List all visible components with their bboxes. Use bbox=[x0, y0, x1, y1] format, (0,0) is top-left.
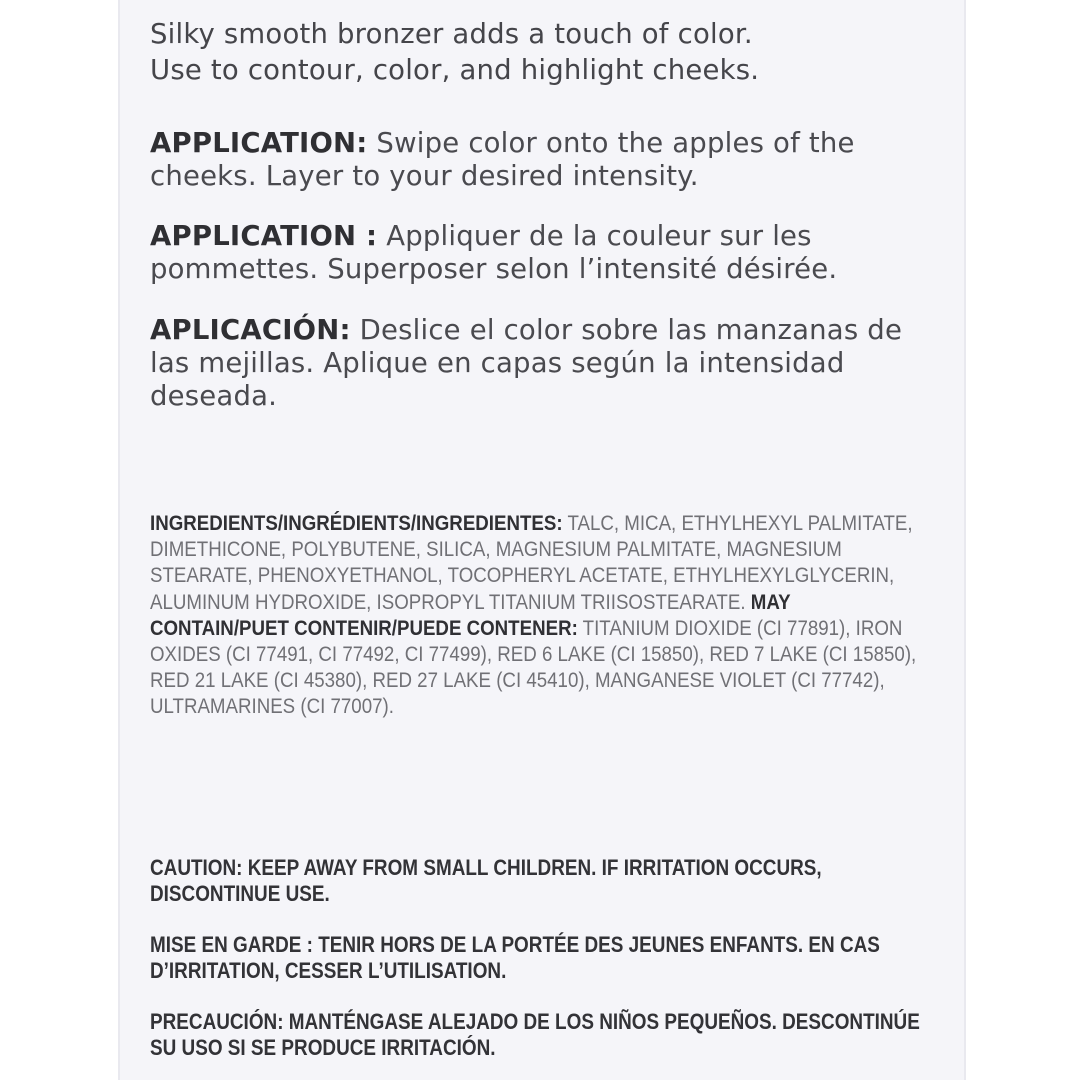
caution-french: MISE EN GARDE : TENIR HORS DE LA PORTÉE DES JEUNES ENFANTS. EN CAS D’IRRITATION, CESSER L’UTILISATION. bbox=[150, 932, 880, 983]
application-french-text: Appliquer de la couleur sur les pommettes. Superposer selon l’intensité désirée. bbox=[150, 220, 838, 285]
may-contain-list: TITANIUM DIOXIDE (CI 77891), IRON OXIDES (CI 77491, CI 77492, CI 77499), RED 6 LAKE (CI 15850), RED 7 LAKE (CI 15850), RED 21 LAKE (CI 45380), RED 27 LAKE (CI 45410), MANGANESE VIOLET (CI 77742), ULTRAMARINES (CI 77007). bbox=[150, 615, 917, 719]
ingredients-list: TALC, MICA, ETHYLHEXYL PALMITATE, DIMETHICONE, POLYBUTENE, SILICA, MAGNESIUM PALMITATE, MAGNESIUM STEARATE, PHENOXYETHANOL, TOCOPHERYL ACETATE, ETHYLHEXYLGLYCERIN, ALUMINUM HYDROXIDE, ISOPROPYL TITANIUM TRIISOSTEARATE. bbox=[150, 511, 913, 614]
application-english bbox=[150, 127, 940, 193]
caution-spanish: PRECAUCIÓN: MANTÉNGASE ALEJADO DE LOS NIÑOS PEQUEÑOS. DESCONTINÚE SU USO SI SE PRODUCE IRRITACIÓN. bbox=[150, 1009, 920, 1060]
application-french-label: APPLICATION : bbox=[150, 220, 378, 252]
cautions-block bbox=[150, 855, 941, 1080]
description-block bbox=[150, 16, 940, 413]
application-english-label: APPLICATION: bbox=[150, 127, 368, 159]
ingredients-label: INGREDIENTS/INGRÉDIENTS/INGREDIENTES: bbox=[150, 511, 563, 535]
description-line-1: Silky smooth bronzer adds a touch of color. bbox=[150, 18, 753, 50]
panel-edge-left bbox=[118, 0, 120, 1080]
application-spanish bbox=[150, 314, 940, 413]
product-description bbox=[150, 16, 940, 88]
description-line-2: Use to contour, color, and highlight cheeks. bbox=[150, 54, 760, 86]
may-contain-label: MAY CONTAIN/PUET CONTENIR/PUEDE CONTENER: bbox=[150, 589, 791, 640]
application-spanish-text: Deslice el color sobre las manzanas de las mejillas. Aplique en capas según la intensidad deseada. bbox=[150, 314, 903, 412]
application-english-text: Swipe color onto the apples of the cheeks. Layer to your desired intensity. bbox=[150, 127, 855, 192]
application-spanish-label: APLICACIÓN: bbox=[150, 314, 351, 346]
application-french bbox=[150, 220, 940, 286]
panel-edge-right bbox=[964, 0, 966, 1080]
caution-english: CAUTION: KEEP AWAY FROM SMALL CHILDREN. IF IRRITATION OCCURS, DISCONTINUE USE. bbox=[150, 855, 822, 906]
ingredients-block bbox=[150, 510, 933, 720]
